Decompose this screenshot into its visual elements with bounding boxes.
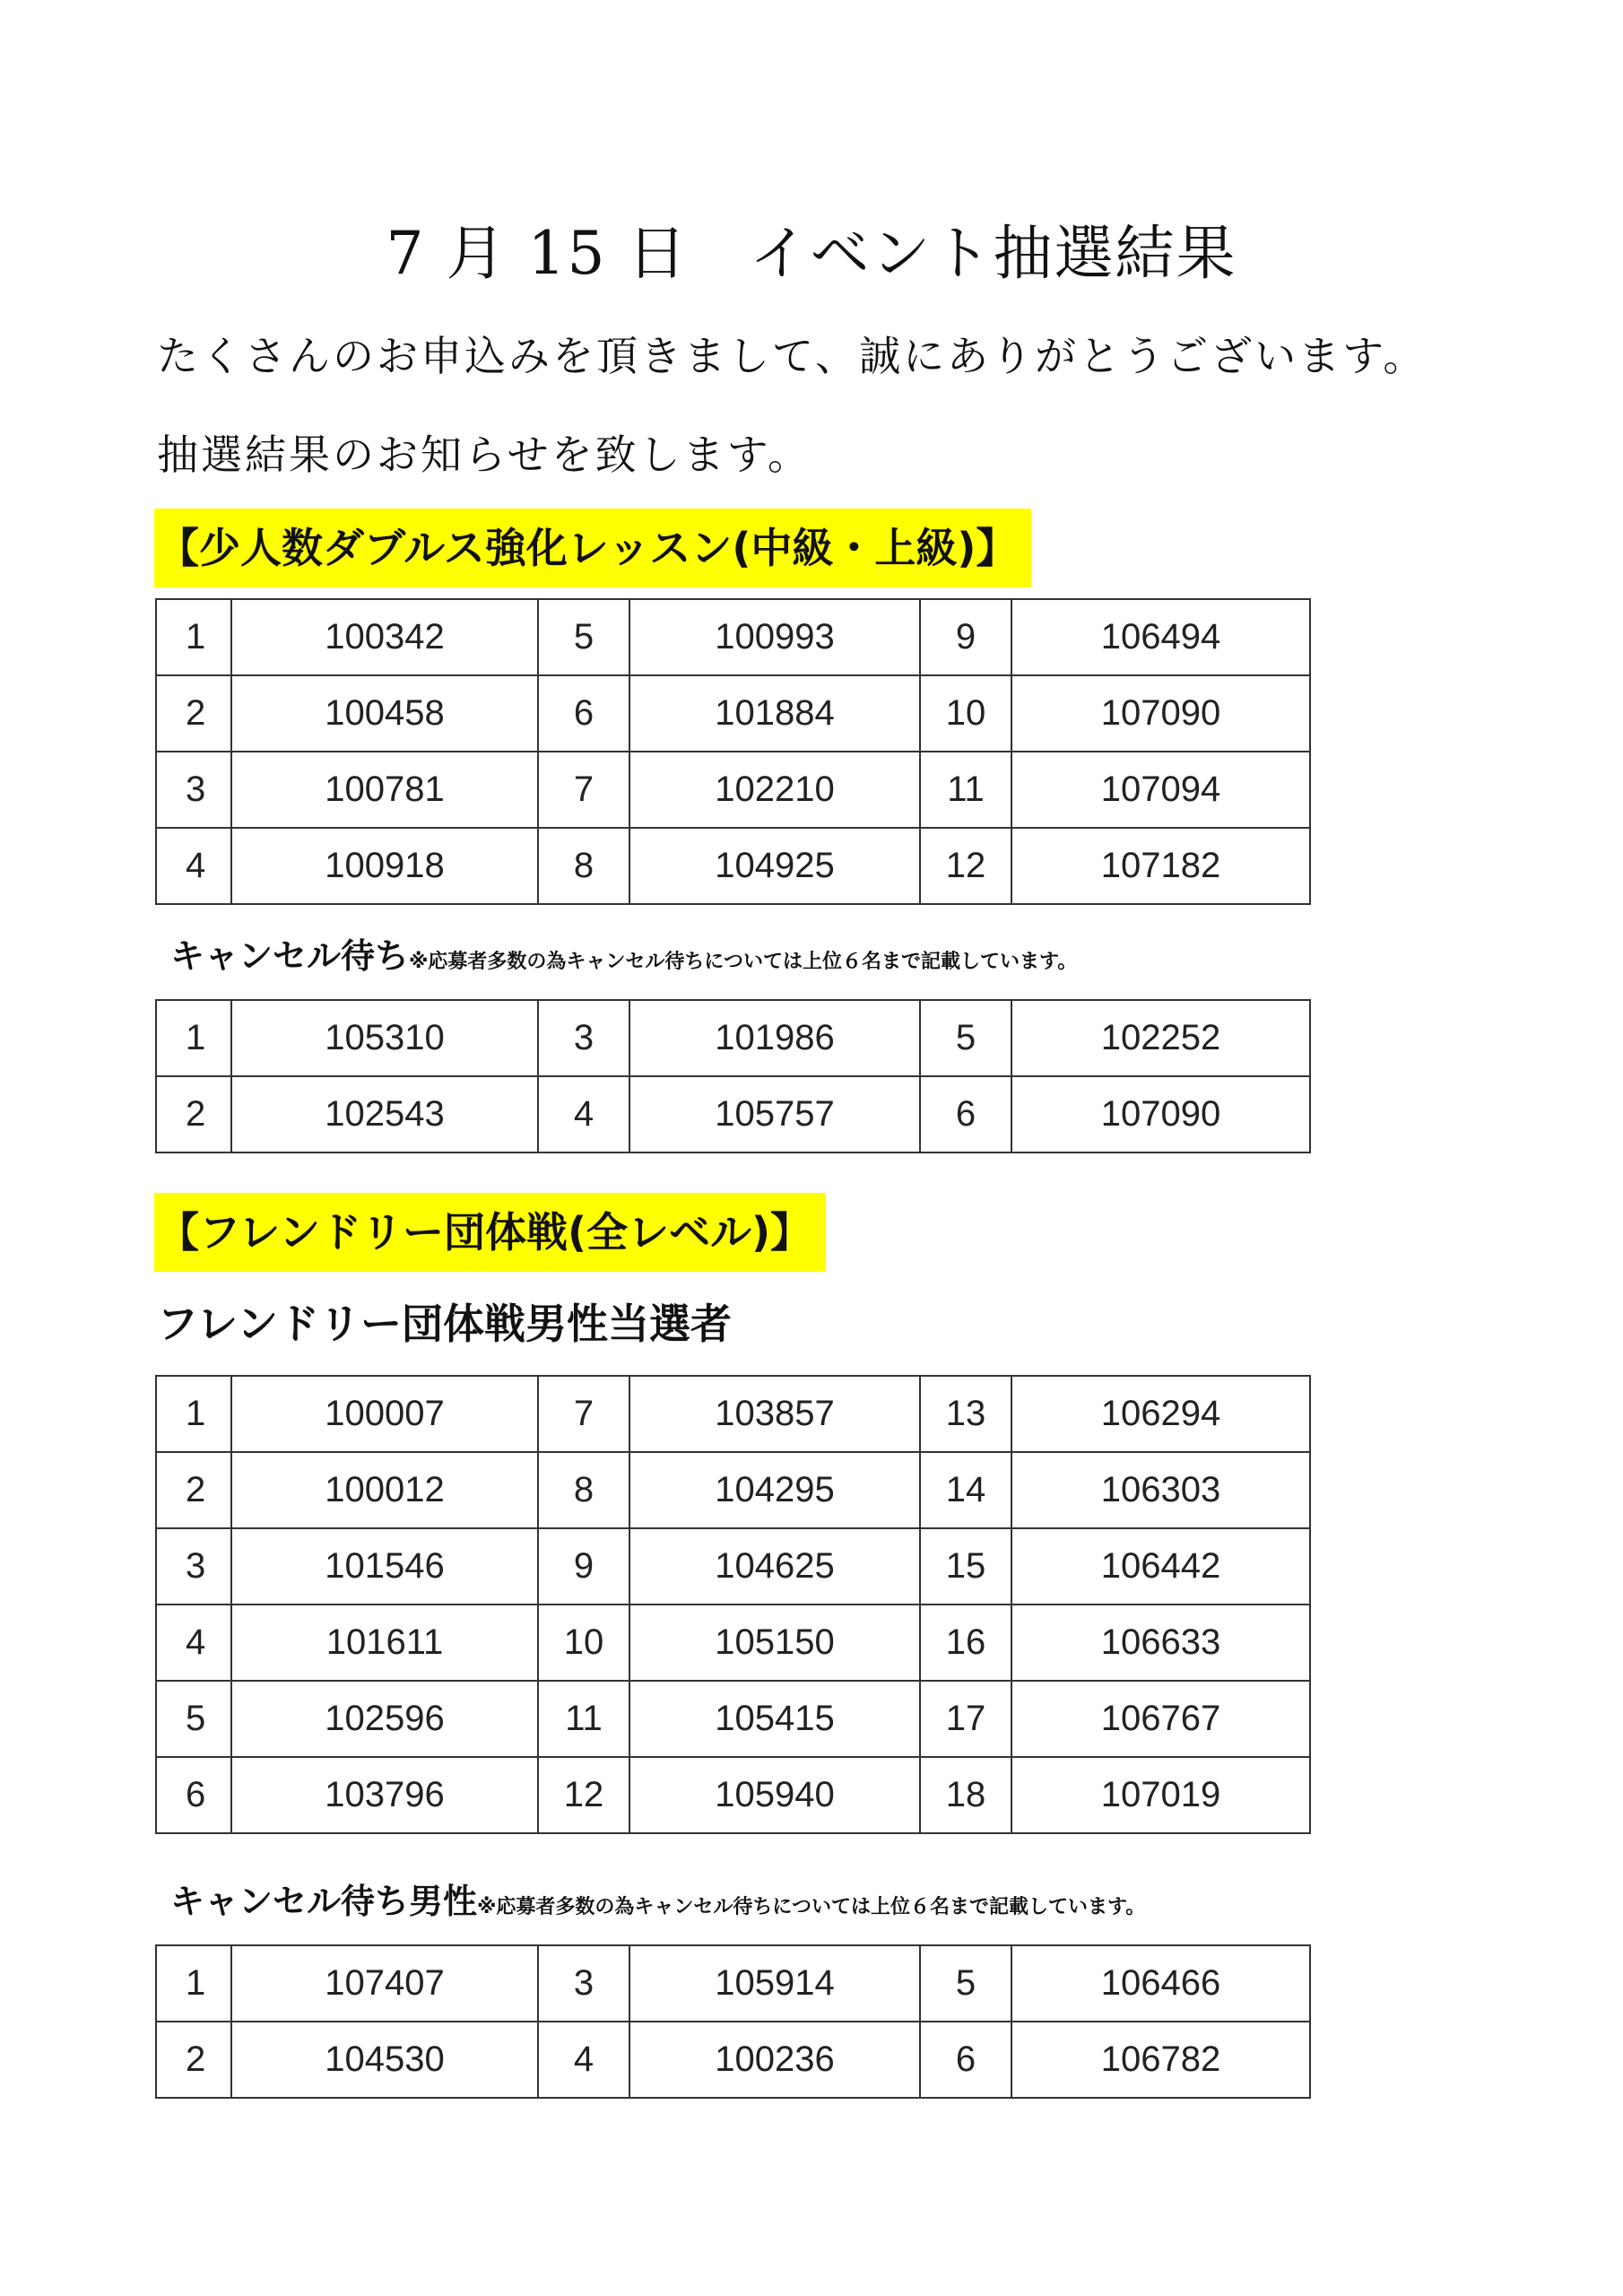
applicant-id: 106767 — [1011, 1681, 1310, 1757]
waitlist-note: ※応募者多数の為キャンセル待ちについては上位６名まで記載しています。 — [477, 1896, 1146, 1918]
rank-number: 10 — [920, 675, 1011, 752]
rank-number: 12 — [920, 828, 1011, 904]
rank-number: 7 — [538, 1376, 629, 1452]
table-row — [156, 1376, 1310, 1452]
rank-number: 6 — [156, 1757, 231, 1833]
rank-number: 11 — [920, 752, 1011, 828]
rank-number: 2 — [156, 2022, 231, 2098]
table-row — [156, 828, 1310, 904]
rank-number: 6 — [920, 2022, 1011, 2098]
applicant-id: 101546 — [231, 1528, 538, 1605]
rank-number: 1 — [156, 1945, 231, 2022]
applicant-id: 100458 — [231, 675, 538, 752]
rank-number: 3 — [156, 752, 231, 828]
applicant-id: 102596 — [231, 1681, 538, 1757]
rank-number: 3 — [538, 1000, 629, 1076]
rank-number: 15 — [920, 1528, 1011, 1605]
rank-number: 9 — [538, 1528, 629, 1605]
intro-line-2: 抽選結果のお知らせを致します。 — [157, 430, 812, 479]
applicant-id: 105757 — [629, 1076, 920, 1152]
applicant-id: 101986 — [629, 1000, 920, 1076]
rank-number: 1 — [156, 1000, 231, 1076]
applicant-id: 102543 — [231, 1076, 538, 1152]
intro-line-1: たくさんのお申込みを頂きまして、誠にありがとうございます。 — [157, 332, 1428, 380]
rank-number: 2 — [156, 1452, 231, 1528]
applicant-id: 106782 — [1011, 2022, 1310, 2098]
section-heading-doubles-lesson: 【少人数ダブルス強化レッスン(中級・上級)】 — [154, 509, 1031, 587]
table-row — [156, 1681, 1310, 1757]
applicant-id: 100342 — [231, 599, 538, 675]
rank-number: 2 — [156, 675, 231, 752]
rank-number: 18 — [920, 1757, 1011, 1833]
rank-number: 5 — [920, 1945, 1011, 2022]
rank-number: 4 — [538, 2022, 629, 2098]
rank-number: 1 — [156, 599, 231, 675]
applicant-id: 107407 — [231, 1945, 538, 2022]
rank-number: 7 — [538, 752, 629, 828]
applicant-id: 104295 — [629, 1452, 920, 1528]
table-row — [156, 1452, 1310, 1528]
waitlist-title: キャンセル待ち — [170, 936, 410, 976]
rank-number: 4 — [538, 1076, 629, 1152]
applicant-id: 105940 — [629, 1757, 920, 1833]
rank-number: 5 — [156, 1681, 231, 1757]
doubles-winners-table — [155, 598, 1311, 905]
table-row — [156, 1605, 1310, 1681]
applicant-id: 103857 — [629, 1376, 920, 1452]
rank-number: 4 — [156, 828, 231, 904]
rank-number: 17 — [920, 1681, 1011, 1757]
team-match-waitlist-table — [155, 1944, 1311, 2099]
team-match-winners-table — [155, 1375, 1311, 1834]
rank-number: 8 — [538, 828, 629, 904]
rank-number: 10 — [538, 1605, 629, 1681]
rank-number: 3 — [156, 1528, 231, 1605]
rank-number: 16 — [920, 1605, 1011, 1681]
table-row — [156, 2022, 1310, 2098]
rank-number: 6 — [920, 1076, 1011, 1152]
applicant-id: 106303 — [1011, 1452, 1310, 1528]
applicant-id: 105310 — [231, 1000, 538, 1076]
table-row — [156, 1757, 1310, 1833]
rank-number: 5 — [538, 599, 629, 675]
applicant-id: 106466 — [1011, 1945, 1310, 2022]
rank-number: 6 — [538, 675, 629, 752]
rank-number: 1 — [156, 1376, 231, 1452]
applicant-id: 107090 — [1011, 675, 1310, 752]
applicant-id: 104925 — [629, 828, 920, 904]
table-row — [156, 1945, 1310, 2022]
doubles-waitlist-table — [155, 999, 1311, 1153]
applicant-id: 100781 — [231, 752, 538, 828]
applicant-id: 105415 — [629, 1681, 920, 1757]
waitlist-note: ※応募者多数の為キャンセル待ちについては上位６名まで記載しています。 — [409, 951, 1078, 973]
team-match-waitlist-label — [170, 1874, 1145, 1935]
page-title: 7 月 15 日 イベント抽選結果 — [386, 219, 1237, 288]
applicant-id: 106633 — [1011, 1605, 1310, 1681]
applicant-id: 101611 — [231, 1605, 538, 1681]
section-heading-team-match: 【フレンドリー団体戦(全レベル)】 — [154, 1193, 826, 1272]
applicant-id: 105914 — [629, 1945, 920, 2022]
rank-number: 12 — [538, 1757, 629, 1833]
applicant-id: 100007 — [231, 1376, 538, 1452]
rank-number: 5 — [920, 1000, 1011, 1076]
applicant-id: 104530 — [231, 2022, 538, 2098]
applicant-id: 105150 — [629, 1605, 920, 1681]
applicant-id: 100012 — [231, 1452, 538, 1528]
table-row — [156, 1076, 1310, 1152]
applicant-id: 106294 — [1011, 1376, 1310, 1452]
applicant-id: 107094 — [1011, 752, 1310, 828]
applicant-id: 107090 — [1011, 1076, 1310, 1152]
table-row — [156, 1528, 1310, 1605]
team-match-male-winners-heading: フレンドリー団体戦男性当選者 — [157, 1300, 733, 1348]
applicant-id: 101884 — [629, 675, 920, 752]
table-row — [156, 1000, 1310, 1076]
applicant-id: 106442 — [1011, 1528, 1310, 1605]
applicant-id: 103796 — [231, 1757, 538, 1833]
applicant-id: 107182 — [1011, 828, 1310, 904]
rank-number: 8 — [538, 1452, 629, 1528]
applicant-id: 100993 — [629, 599, 920, 675]
waitlist-title: キャンセル待ち男性 — [170, 1882, 478, 1921]
doubles-waitlist-label — [170, 929, 1077, 990]
applicant-id: 102210 — [629, 752, 920, 828]
rank-number: 9 — [920, 599, 1011, 675]
applicant-id: 104625 — [629, 1528, 920, 1605]
rank-number: 11 — [538, 1681, 629, 1757]
rank-number: 14 — [920, 1452, 1011, 1528]
table-row — [156, 599, 1310, 675]
rank-number: 2 — [156, 1076, 231, 1152]
table-row — [156, 675, 1310, 752]
rank-number: 4 — [156, 1605, 231, 1681]
rank-number: 13 — [920, 1376, 1011, 1452]
applicant-id: 100918 — [231, 828, 538, 904]
rank-number: 3 — [538, 1945, 629, 2022]
applicant-id: 100236 — [629, 2022, 920, 2098]
applicant-id: 102252 — [1011, 1000, 1310, 1076]
applicant-id: 106494 — [1011, 599, 1310, 675]
applicant-id: 107019 — [1011, 1757, 1310, 1833]
table-row — [156, 752, 1310, 828]
